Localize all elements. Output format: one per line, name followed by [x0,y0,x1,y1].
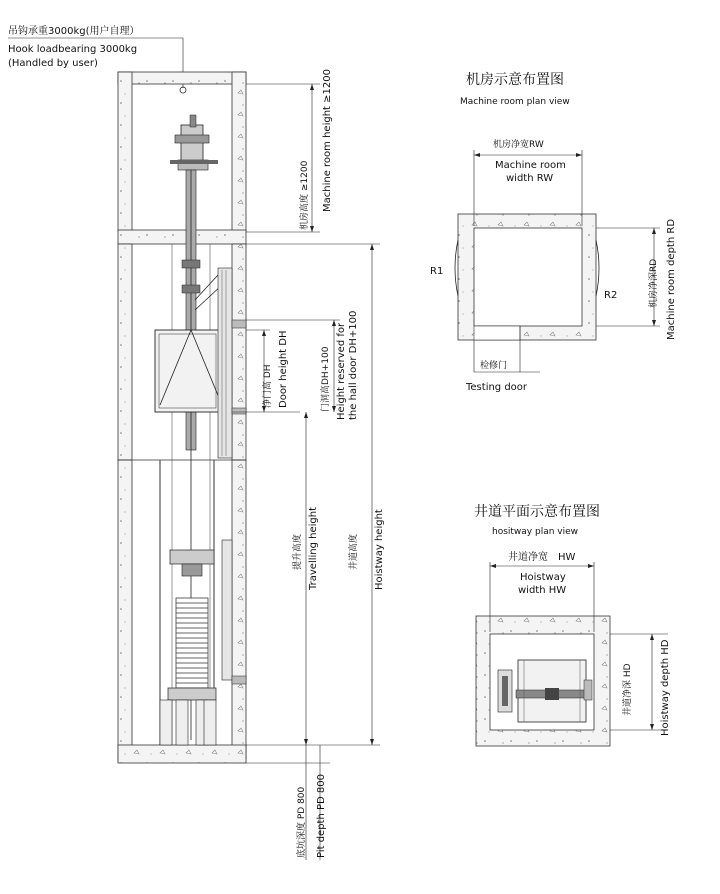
r1-label: R1 [430,266,444,277]
hall-door-en1: Height reserved for [336,322,347,420]
hall-door-zh: 门洞高DH+100 [321,346,331,412]
rd-zh: 机房净深RD [649,258,659,308]
hoistway-plan-title-zh: 井道平面示意布置图 [474,504,600,520]
hoistway-plan [474,504,671,746]
machine-plan-title-zh: 机房示意布置图 [466,72,564,88]
door-height-zh: 净门高 DH [263,364,273,408]
hook-label-en: Hook loadbearing 3000kg [8,44,138,55]
hd-zh: 井道净深 HD [623,663,633,716]
travel-height-en: Travelling height [308,506,319,590]
r2-label: R2 [604,290,618,301]
machine-room-plan [430,71,677,393]
pit-depth-zh: 底坑深度 PD 800 [297,786,307,858]
mr-height-zh: 机房高度 ≥1200 [300,160,310,230]
door-height-en: Door height DH [278,330,289,408]
hook-label-zh: 吊钩承重3000kg(用户自理） [8,26,140,37]
rw-zh: 机房净宽RW [493,140,544,150]
hook-label-en2: (Handled by user) [8,58,98,69]
testing-door-en: Testing door [466,382,528,393]
hall-door-en2: the hall door DH+100 [348,310,359,420]
rd-en: Machine room depth RD [666,218,677,340]
rw-en1: Machine room [495,160,566,171]
pit-depth-en: Pit depth PD 800 [316,774,327,858]
mr-height-en: Machine room height ≥1200 [322,69,333,212]
hoistway-height-en: Hoistway height [374,509,385,590]
hd-en: Hoistway depth HD [660,639,671,736]
testing-door-zh: 检修门 [480,361,508,371]
elevation-section [118,69,385,860]
hoistway-height-zh: 井道高度 [349,533,359,570]
hw-en1: Hoistway [520,572,566,583]
hoistway-plan-title-en: hositway plan view [492,527,579,537]
machine-plan-title-en: Machine room plan view [460,97,570,107]
hw-zh: 井道净宽 HW [508,552,576,563]
travel-height-zh: 提升高度 [293,533,303,570]
rw-en2: width RW [506,173,554,184]
hw-en2: width HW [518,585,567,596]
